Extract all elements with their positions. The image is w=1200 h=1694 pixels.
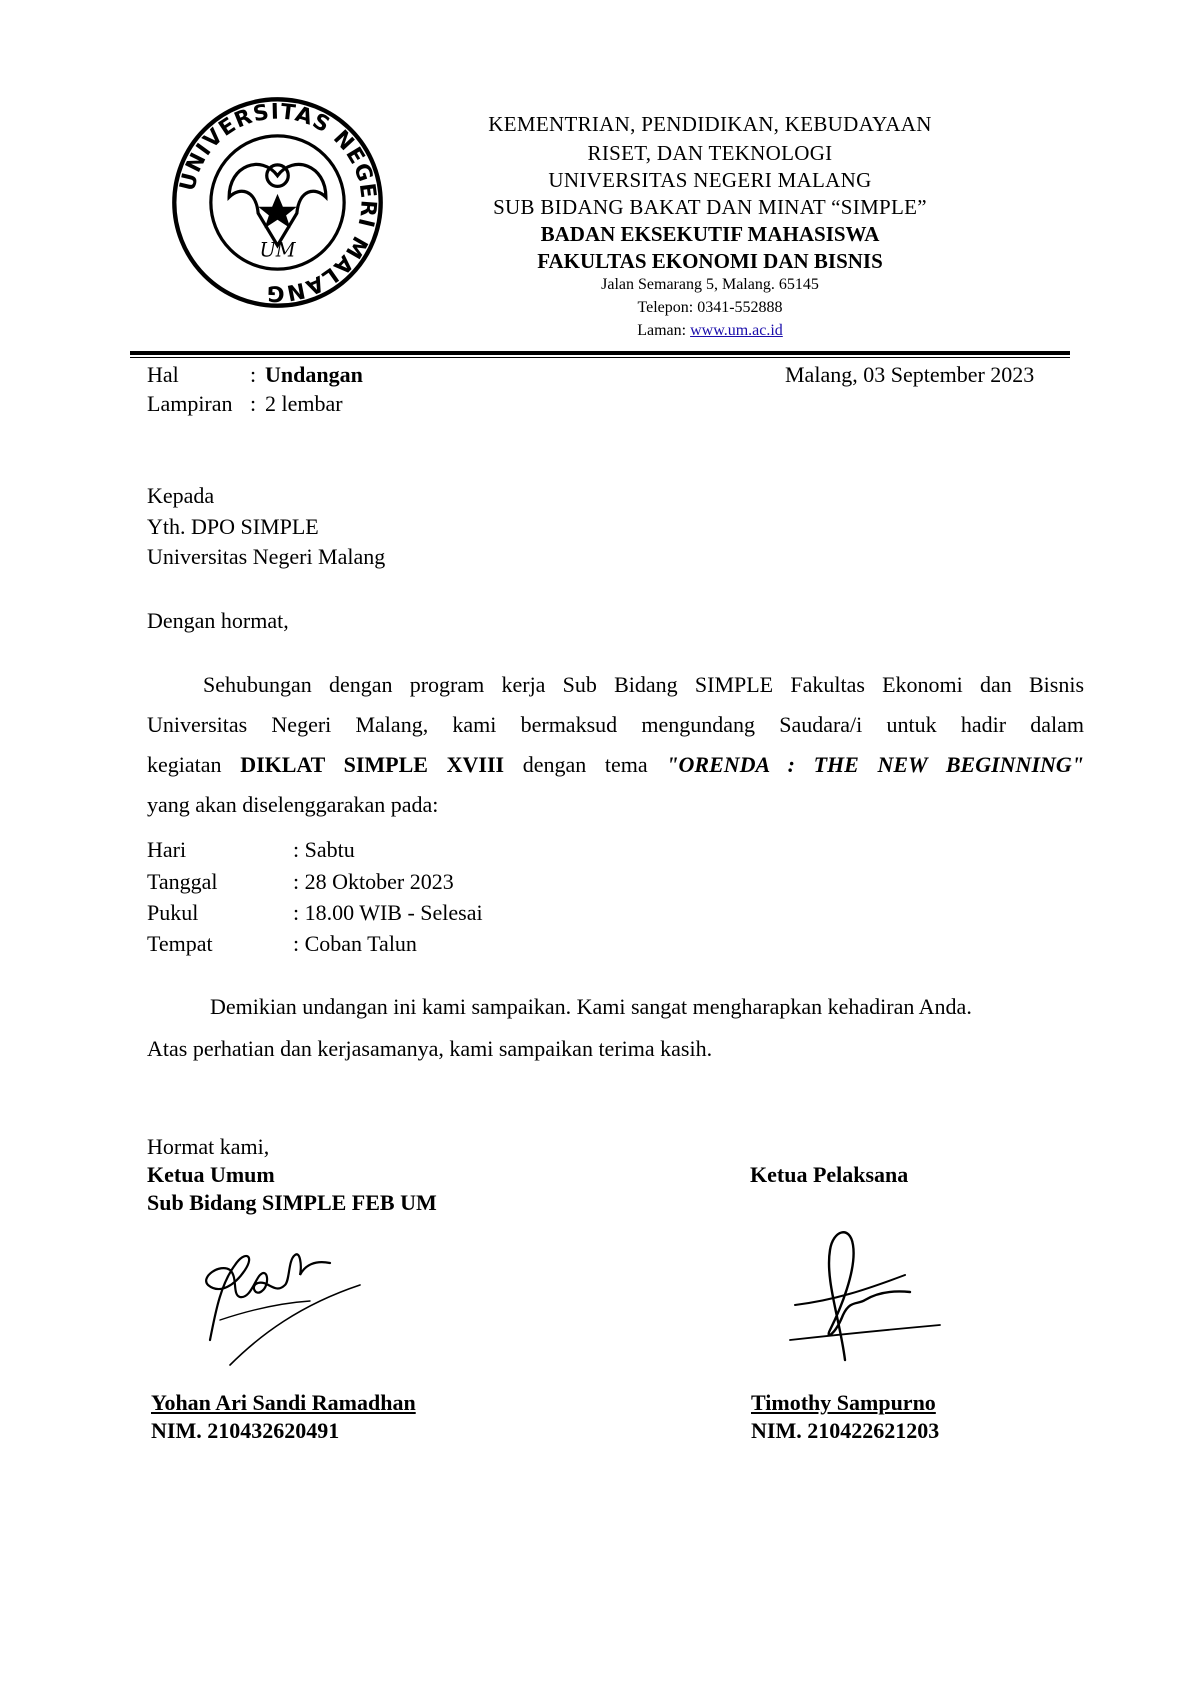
seal-text: UNIVERSITAS NEGERI MALANG [175,99,381,306]
closing-paragraph-line-1: Demikian undangan ini kami sampaikan. Kami sangat mengharapkan kehadiran Anda. [210,994,972,1019]
recipient-line-2: Yth. DPO SIMPLE [147,514,319,539]
recipient-line-1: Kepada [147,483,215,508]
paragraph-line-3 [147,745,1084,785]
website-link[interactable]: www.um.ac.id [690,322,783,339]
left-signer-subtitle: Sub Bidang SIMPLE FEB UM [147,1190,437,1215]
letterhead-divider-thick [130,351,1070,355]
left-signature [190,1225,370,1375]
detail-value-pukul: : 18.00 WIB - Selesai [293,900,483,925]
regards: Hormat kami, [147,1134,270,1159]
event-theme: "ORENDA : THE NEW BEGINNING" [666,752,1084,777]
left-signer-nim: NIM. 210432620491 [151,1418,340,1443]
right-signer-nim: NIM. 210422621203 [751,1418,940,1443]
university-seal-logo [170,95,385,310]
detail-value-tanggal: : 28 Oktober 2023 [293,869,454,894]
detail-label-hari: Hari [147,837,187,862]
closing-paragraph-line-2: Atas perhatian dan kerjasamanya, kami sampaikan terima kasih. [147,1036,713,1061]
paragraph-line-1: Sehubungan dengan program kerja Sub Bidang SIMPLE Fakultas Ekonomi dan Bisnis [203,672,1084,697]
seal-mark: UM [259,238,296,262]
detail-value-hari: : Sabtu [293,837,355,862]
detail-label-tempat: Tempat [147,931,213,956]
website-label: Laman: [637,322,687,339]
text-kegiatan: kegiatan [147,752,222,777]
hal-label: Hal [147,362,179,387]
left-signer-name: Yohan Ari Sandi Ramadhan [151,1390,416,1415]
phone-line: Telepon: 0341-552888 [637,299,783,316]
salutation: Dengan hormat, [147,608,289,633]
hal-value: Undangan [265,362,363,387]
right-signer-name: Timothy Sampurno [751,1390,936,1415]
website-line [400,322,1020,340]
right-signature [785,1220,955,1370]
place-date: Malang, 03 September 2023 [785,362,1035,387]
lampiran-value: 2 lembar [265,391,343,416]
right-signer-title: Ketua Pelaksana [750,1162,909,1187]
recipient-line-3: Universitas Negeri Malang [147,544,386,569]
invitation-paragraph [147,665,1084,825]
organization-name: BADAN EKSEKUTIF MAHASISWA [540,222,880,246]
ministry-line-1: KEMENTRIAN, PENDIDIKAN, KEBUDAYAAN [488,112,932,136]
detail-value-tempat: : Coban Talun [293,931,417,956]
detail-label-tanggal: Tanggal [147,869,218,894]
letterhead-divider-thin [130,357,1070,358]
event-name: DIKLAT SIMPLE XVIII [240,752,505,777]
sub-division-name: SUB BIDANG BAKAT DAN MINAT “SIMPLE” [493,195,927,219]
faculty-name: FAKULTAS EKONOMI DAN BISNIS [537,249,883,273]
paragraph-line-2: Universitas Negeri Malang, kami bermaksud mengundang Saudara/i untuk hadir dalam [147,712,1084,737]
lampiran-separator: : [250,391,257,416]
ministry-line-2: RISET, DAN TEKNOLOGI [587,141,833,165]
hal-separator: : [250,362,257,387]
left-signer-title: Ketua Umum [147,1162,275,1187]
paragraph-line-4: yang akan diselenggarakan pada: [147,792,439,817]
detail-label-pukul: Pukul [147,900,199,925]
address-line: Jalan Semarang 5, Malang. 65145 [601,276,819,293]
university-name: UNIVERSITAS NEGERI MALANG [548,168,872,192]
lampiran-label: Lampiran [147,391,233,416]
text-dengan-tema: dengan tema [522,752,648,777]
